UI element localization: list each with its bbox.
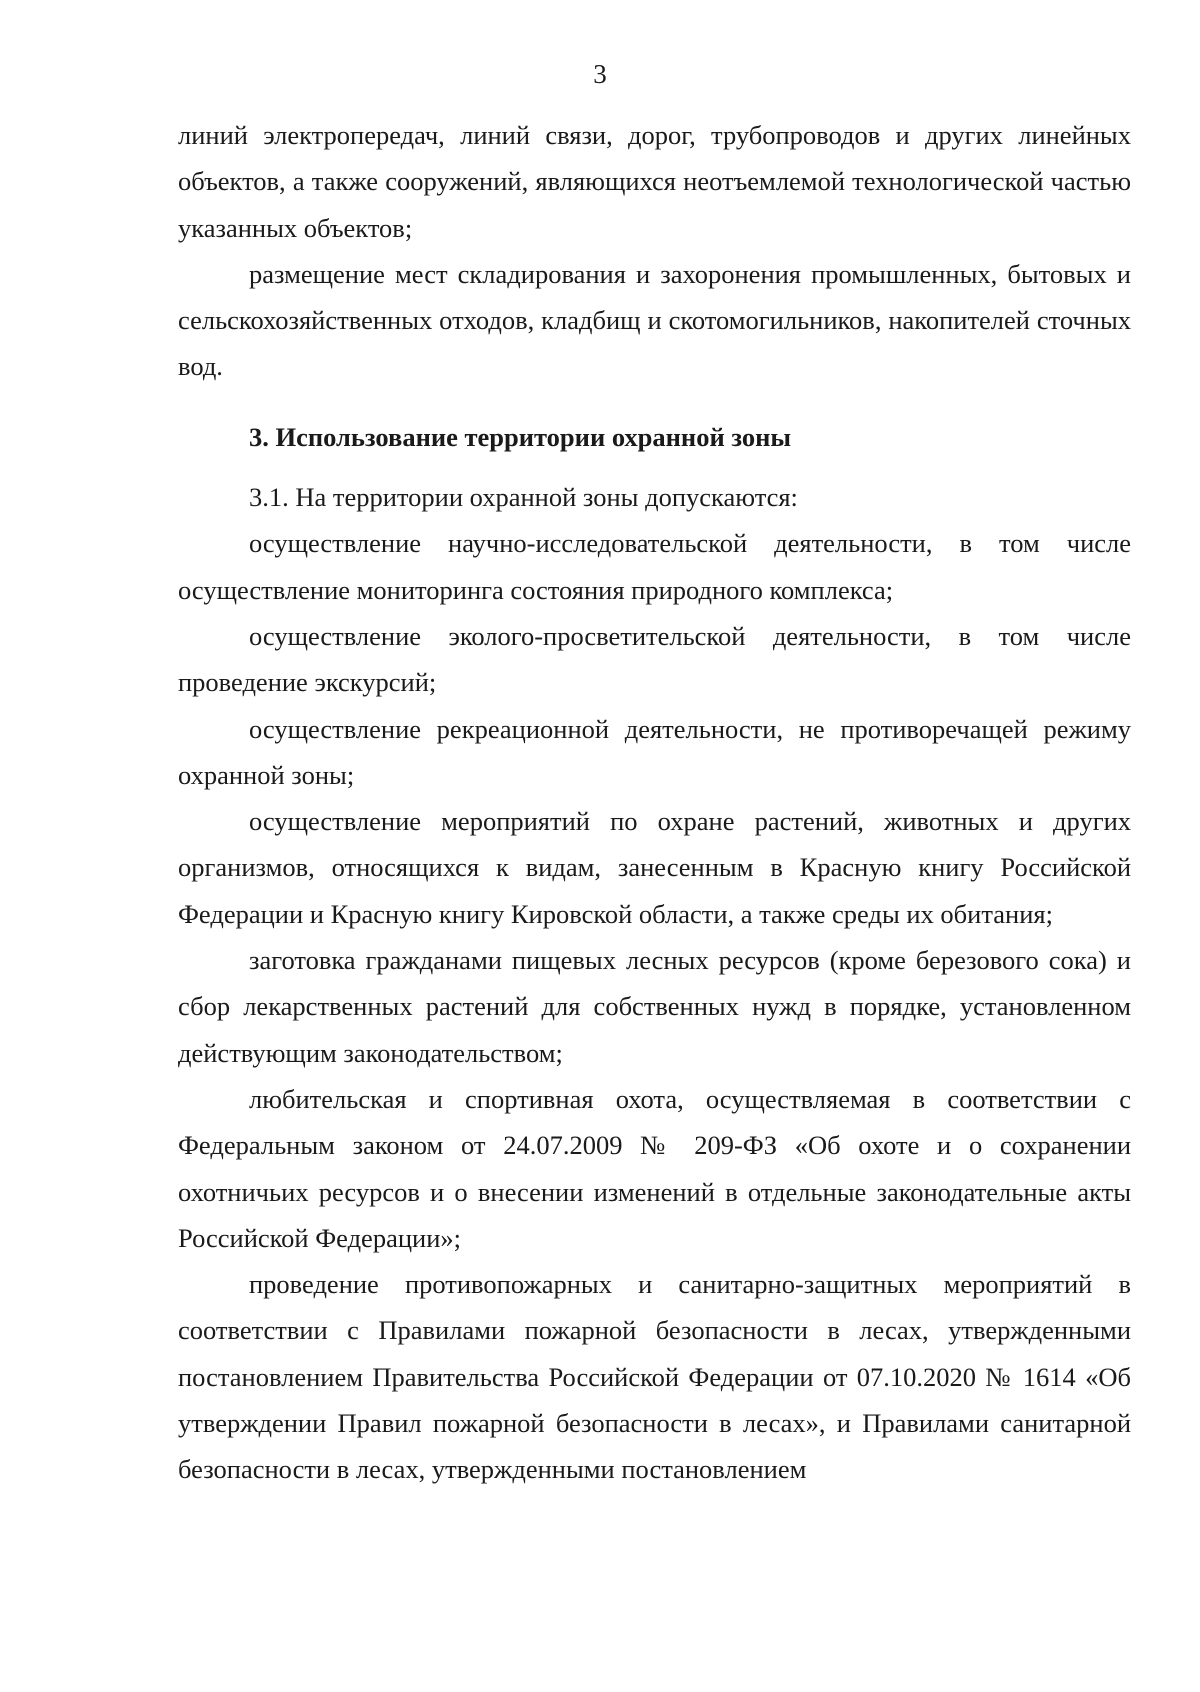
paragraph: размещение мест складирования и захоронения промышленных, бытовых и сельскохозяйственных отходов, кладбищ и скотомогильников, накопителей сточных вод.: [178, 258, 1131, 382]
section-heading: 3. Использование территории охранной зоны: [249, 421, 792, 452]
paragraph: заготовка гражданами пищевых лесных ресурсов (кроме березового сока) и сбор лекарственных растений для собственных нужд в порядке, установленном действующим законодательством;: [178, 945, 1131, 1068]
paragraph: любительская и спортивная охота, осуществляемая в соответствии с Федеральным законом от 24.07.2009 № 209-ФЗ «Об охоте и о сохранении охотничьих ресурсов и о внесении изменений в отдельные законодательные акты Российской Федерации»;: [178, 1083, 1131, 1253]
paragraph: осуществление научно-исследовательской деятельности, в том числе осуществление мониторинга состояния природного комплекса;: [178, 528, 1131, 605]
paragraph: осуществление рекреационной деятельности, не противоречащей режиму охранной зоны;: [178, 713, 1131, 790]
paragraph-continued: линий электропередач, линий связи, дорог, трубопроводов и других линейных объектов, а также сооружений, являющихся неотъемлемой технологической частью указанных объектов;: [178, 120, 1131, 243]
document-body: [178, 112, 1131, 1493]
paragraph: осуществление мероприятий по охране растений, животных и других организмов, относящихся к видам, занесенным в Красную книгу Российской Федерации и Красную книгу Кировской области, а также среды их обитания;: [178, 806, 1131, 929]
page-number: 3: [593, 59, 607, 89]
paragraph: осуществление эколого-просветительской деятельности, в том числе проведение экскурсий;: [178, 620, 1131, 698]
paragraph: проведение противопожарных и санитарно-защитных мероприятий в соответствии с Правилами пожарной безопасности в лесах, утвержденными постановлением Правительства Российской Федерации от 07.10.2020 № 1614 «Об утверждении Правил пожарной безопасности в лесах», и Правилами санитарной безопасности в лесах, утвержденными постановлением: [178, 1269, 1131, 1485]
paragraph-clause-3-1: 3.1. На территории охранной зоны допускаются:: [249, 482, 798, 513]
